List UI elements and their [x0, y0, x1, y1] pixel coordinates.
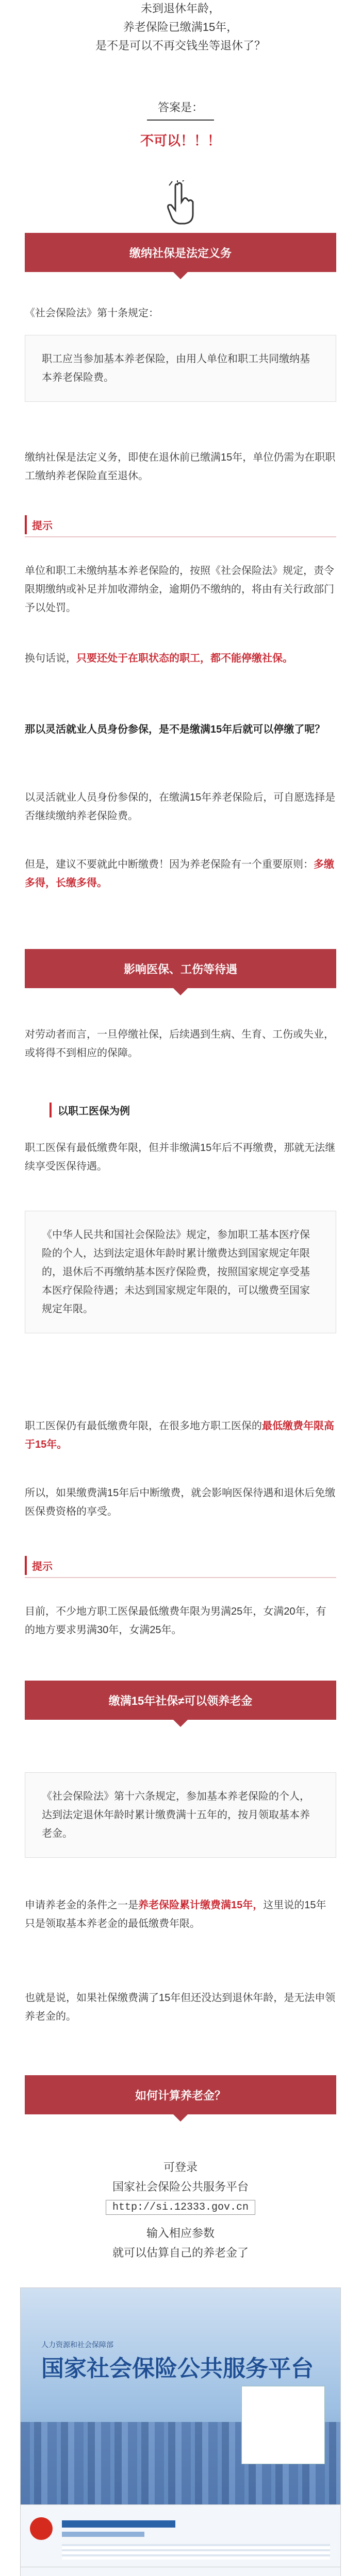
sec2-quote: 《中华人民共和国社会保险法》规定，参加职工基本医疗保险的个人，达到法定退休年龄时累计缴费达到国家规定年限的，退休后不再缴纳基本医疗保险费，按照国家规定享受基本医疗保险待遇；未达到国家规定年限的，可以缴费至国家规定年限。	[42, 1229, 310, 1315]
platform-subtitle: 人力资源和社会保障部	[41, 2341, 113, 2349]
section-title-3	[25, 1681, 336, 1720]
platform-brand: 国家社会保险公共服务平台	[41, 2356, 314, 2381]
sec3-para-1-lead: 申请养老金的条件之一是	[25, 1900, 138, 1911]
tip-label: 提示	[25, 1556, 58, 1575]
sec1-para-3: 单位和职工未缴纳基本养老保险的，按照《社会保险法》规定，责令限期缴纳或补足并加收滞纳金，逾期仍不缴纳的，将由有关行政部门予以处罚。	[25, 565, 334, 614]
sec1-para-6	[25, 855, 336, 892]
section-title-3-text: 缴满15年社保≠可以领养老金	[108, 1694, 253, 1707]
sec1-para-2: 缴纳社保是法定义务，即使在退休前已缴满15年，单位仍需为在职职工缴纳养老保险直至退休。	[25, 452, 336, 482]
section-title-1-text: 缴纳社保是法定义务	[129, 246, 232, 260]
sec3-quote-box	[25, 1772, 336, 1858]
answer-divider	[147, 120, 214, 121]
sec3-para-2: 也就是说，如果社保缴费满了15年但还没达到退休年龄，是无法申领养老金的。	[25, 1992, 336, 2022]
sec2-para-3-emphasis: 最低缴费年限高于15年。	[25, 1420, 334, 1450]
tip-divider	[25, 1577, 336, 1578]
intro-line-3: 是不是可以不再交钱坐等退休了？	[95, 39, 266, 52]
sec1-quote: 职工应当参加基本养老保险，由用人单位和职工共同缴纳基本养老保险费。	[42, 353, 310, 383]
hand-pointer-icon	[0, 180, 361, 227]
sec1-tip	[25, 515, 336, 537]
platform-screenshot	[20, 2287, 341, 2576]
sec1-para-1: 《社会保险法》第十条规定：	[25, 308, 159, 319]
sec2-para-3-lead: 职工医保仍有最低缴费年限，在很多地方职工医保的	[25, 1420, 262, 1432]
intro-line-2: 养老保险已缴满15年，	[123, 21, 238, 33]
answer-label: 答案是：	[157, 101, 203, 114]
sec1-para-6-emphasis: 多缴多得，长缴多得。	[25, 859, 334, 889]
sec1-question: 那以灵活就业人员身份参保，是不是缴满15年后就可以停缴了呢？	[25, 724, 325, 735]
sec2-para-1: 对劳动者而言，一旦停缴社保，后续遇到生病、生育、工伤或失业，或将得不到相应的保障。	[25, 1029, 334, 1059]
answer-text: 不可以！！！	[140, 133, 221, 148]
sec1-para-5: 以灵活就业人员身份参保的，在缴满15年养老保险后，可自愿选择是否继续缴纳养老保险费。	[25, 792, 336, 822]
sec3-para-1-emphasis: 养老保险累计缴费满15年，	[138, 1900, 264, 1911]
intro-line-1: 未到退休年龄，	[140, 2, 220, 15]
platform-hero	[21, 2288, 340, 2504]
sec2-para-2: 职工医保有最低缴费年限，但并非缴满15年后不再缴费，那就无法继续享受医保待遇。	[25, 1142, 336, 1172]
section-title-2-text: 影响医保、工伤等待遇	[123, 962, 237, 976]
sec3-para-1-tail: 这里说的15年只是领取基本养老金的最低缴费年限。	[25, 1900, 326, 1929]
calc-line-5: 就可以估算自己的养老金了	[112, 2246, 249, 2259]
calc-line-1: 可登录	[163, 2161, 198, 2174]
calc-url-link[interactable]: http://si.12333.gov.cn	[106, 2200, 255, 2215]
sec2-quote-box	[25, 1211, 336, 1333]
sec2-para-4: 所以，如果缴费满15年后中断缴费，就会影响医保待遇和退休后免缴医保费资格的享受。	[25, 1487, 336, 1517]
sec1-quote-box	[25, 335, 336, 402]
sec2-subheading	[50, 1103, 311, 1117]
section-title-4-text: 如何计算养老金？	[135, 2089, 226, 2102]
calc-line-2: 国家社会保险公共服务平台	[112, 2180, 249, 2193]
sec2-subheading-text: 以职工医保为例	[58, 1106, 130, 1117]
calc-line-4: 输入相应参数	[146, 2227, 215, 2240]
section-title-1	[25, 233, 336, 272]
platform-page-1	[21, 2504, 340, 2567]
sec2-para-5: 目前，不少地方职工医保最低缴费年限为男满25年，女满20年，有的地方要求男满30年，女满25年。	[25, 1606, 326, 1636]
sec1-para-4-emphasis: 只要还处于在职状态的职工，都不能停缴社保。	[76, 653, 293, 664]
tip-divider	[25, 536, 336, 537]
sec2-para-3	[25, 1417, 336, 1454]
sec1-para-4	[25, 649, 336, 668]
sec3-quote: 《社会保险法》第十六条规定，参加基本养老保险的个人，达到法定退休年龄时累计缴费满十五年的，按月领取基本养老金。	[42, 1791, 310, 1839]
national-emblem-icon	[30, 2517, 53, 2540]
sec3-para-1	[25, 1896, 336, 1933]
sec1-para-4-lead: 换句话说，	[25, 653, 76, 664]
section-title-4	[25, 2075, 336, 2114]
calc-url-wrap	[0, 2200, 361, 2215]
login-panel	[241, 2386, 325, 2464]
section-title-2	[25, 949, 336, 988]
sec1-para-6-lead: 但是，建议不要就此中断缴费！因为养老保险有一个重要原则：	[25, 859, 314, 870]
platform-page-2	[21, 2567, 340, 2576]
sec2-tip	[25, 1556, 336, 1578]
tip-label: 提示	[25, 515, 58, 534]
